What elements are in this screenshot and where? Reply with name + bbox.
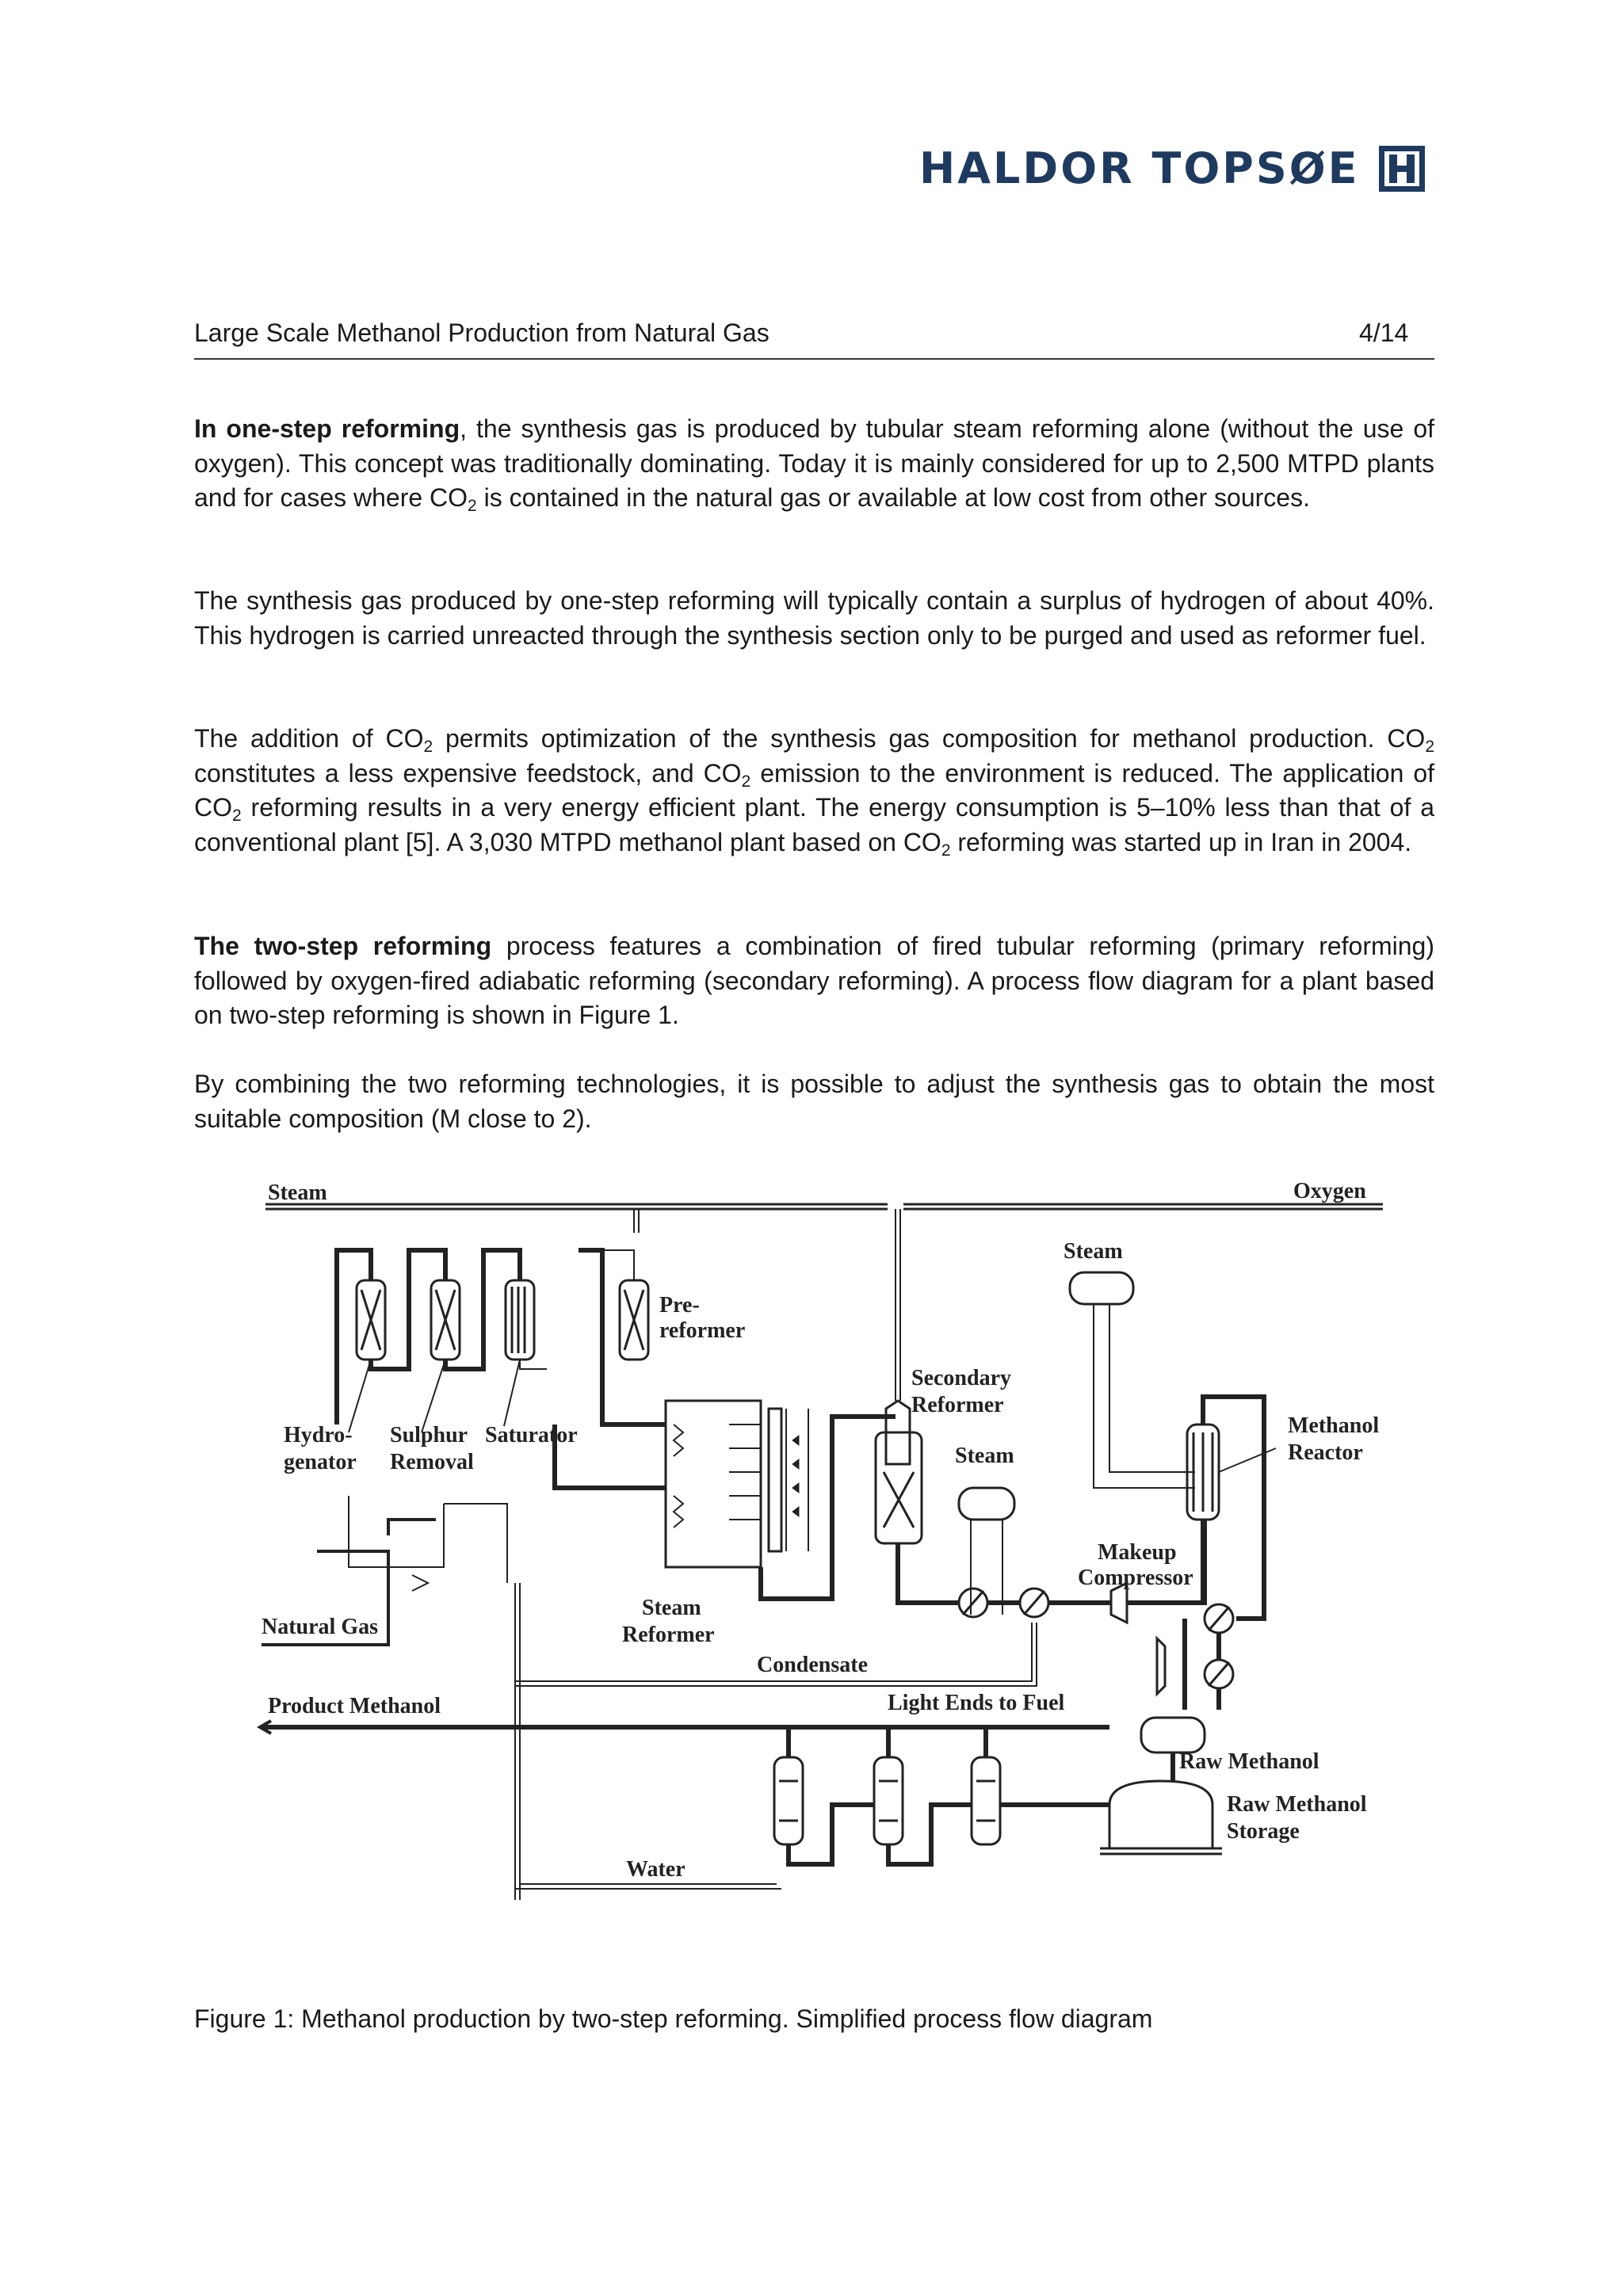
saturator-vessel	[506, 1280, 534, 1360]
label-sulphur-1: Sulphur	[390, 1423, 468, 1447]
paragraph-one-step: In one-step reforming, the synthesis gas is produced by tubular steam reforming alone (without the use of oxygen). This concept was traditionally dominating. Today it is mainly considered for up to 2,500 MTPD plants and for cases where $CO_2$ is contained in the natural gas or available at low cost from other sources.	[194, 414, 1435, 515]
raw-methanol-storage-tank	[1100, 1781, 1222, 1854]
label-pre-reformer-2: reformer	[659, 1318, 746, 1343]
oxygen-header-line	[903, 1204, 1383, 1209]
pre-reformer-vessel	[620, 1280, 648, 1360]
label-condensate: Condensate	[757, 1653, 869, 1677]
logo-text: HALDOR TOPSØE	[919, 143, 1360, 193]
label-makeup-1: Makeup	[1098, 1540, 1177, 1565]
label-pre-reformer-1: Pre-	[659, 1293, 700, 1318]
steam-drum-mid	[959, 1488, 1014, 1520]
label-makeup-2: Compressor	[1078, 1566, 1193, 1590]
label-saturator: Saturator	[485, 1423, 578, 1447]
label-hydrogenator-2: genator	[284, 1450, 357, 1474]
label-steam-reformer-1: Steam	[642, 1596, 701, 1620]
label-water: Water	[626, 1857, 685, 1882]
paragraph-two-step: The two-step reforming process features a combination of fired tubular reforming (primary reforming) followed by oxygen-fired adiabatic reforming (secondary reforming). A process flow diagram for a plant based on two-step reforming is shown in Figure 1.	[194, 932, 1435, 1029]
secondary-reformer-vessel	[876, 1401, 922, 1543]
figure-caption: Figure 1: Methanol production by two-step reforming. Simplified process flow diagram	[194, 2004, 1153, 2033]
label-steam-mid: Steam	[955, 1444, 1014, 1468]
heat-exchanger-3	[1205, 1604, 1233, 1633]
document-title: Large Scale Methanol Production from Natural Gas	[194, 318, 769, 347]
paragraph-co2-addition: The addition of $CO_2$ permits optimization of the synthesis gas composition for methanol production. $CO_2$ constitutes a less expensive feedstock, and $CO_2$ emission to the environment is reduced. The application of $CO_2$ reforming results in a very energy efficient plant. The energy consumption is 5–10% less than that of a conventional plant [5]. A 3,030 MTPD methanol plant based on $CO_2$ reforming was started up in Iran in 2004.	[194, 724, 1435, 860]
label-methanol-reactor-1: Methanol	[1288, 1413, 1380, 1438]
label-oxygen: Oxygen	[1293, 1179, 1366, 1203]
label-product-methanol: Product Methanol	[268, 1694, 441, 1718]
steam-drum-top	[1070, 1272, 1133, 1304]
label-raw-methanol: Raw Methanol	[1179, 1749, 1319, 1774]
running-header	[194, 317, 1434, 360]
label-raw-methanol-storage-1: Raw Methanol	[1227, 1792, 1367, 1817]
distillation-column-3	[972, 1757, 1000, 1844]
heat-exchanger-4	[1205, 1660, 1233, 1688]
haldor-topsoe-logo	[919, 144, 1426, 193]
label-natural-gas: Natural Gas	[262, 1615, 378, 1639]
paragraph-hydrogen-surplus: The synthesis gas produced by one-step reforming will typically contain a surplus of hydrogen of about 40%. This hydrogen is carried unreacted through the synthesis section only to be purged and used as reformer fuel.	[194, 586, 1434, 650]
label-steam: Steam	[268, 1180, 327, 1205]
bold-lead: In one-step reforming	[194, 414, 460, 443]
label-secondary-2: Reformer	[911, 1393, 1004, 1417]
heat-exchanger-1	[959, 1589, 987, 1617]
recycle-compressor	[1157, 1638, 1165, 1694]
bold-lead: The two-step reforming	[194, 932, 492, 960]
label-methanol-reactor-2: Reactor	[1288, 1440, 1363, 1465]
paragraph-combining: By combining the two reforming technologies, it is possible to adjust the synthesis gas to obtain the most suitable composition (M close to 2).	[194, 1070, 1434, 1133]
process-flow-diagram	[254, 1171, 1395, 1900]
distillation-column-2	[874, 1757, 903, 1844]
label-sulphur-2: Removal	[390, 1450, 474, 1474]
label-steam-drum-top: Steam	[1064, 1239, 1123, 1264]
label-secondary-1: Secondary	[911, 1366, 1011, 1390]
distillation-column-1	[774, 1757, 803, 1844]
steam-reformer	[666, 1401, 808, 1567]
label-light-ends: Light Ends to Fuel	[888, 1691, 1065, 1715]
separator-drum	[1141, 1718, 1205, 1753]
label-raw-methanol-storage-2: Storage	[1227, 1819, 1300, 1844]
label-hydrogenator-1: Hydro-	[284, 1423, 353, 1447]
page-number: 4/14	[1359, 318, 1409, 347]
hydrogenator-vessel	[357, 1280, 385, 1360]
sulphur-removal-vessel	[431, 1280, 460, 1360]
logo-h-icon	[1377, 144, 1426, 193]
label-steam-reformer-2: Reformer	[622, 1623, 715, 1647]
steam-header-line	[265, 1204, 888, 1209]
heat-exchanger-2	[1020, 1589, 1048, 1617]
